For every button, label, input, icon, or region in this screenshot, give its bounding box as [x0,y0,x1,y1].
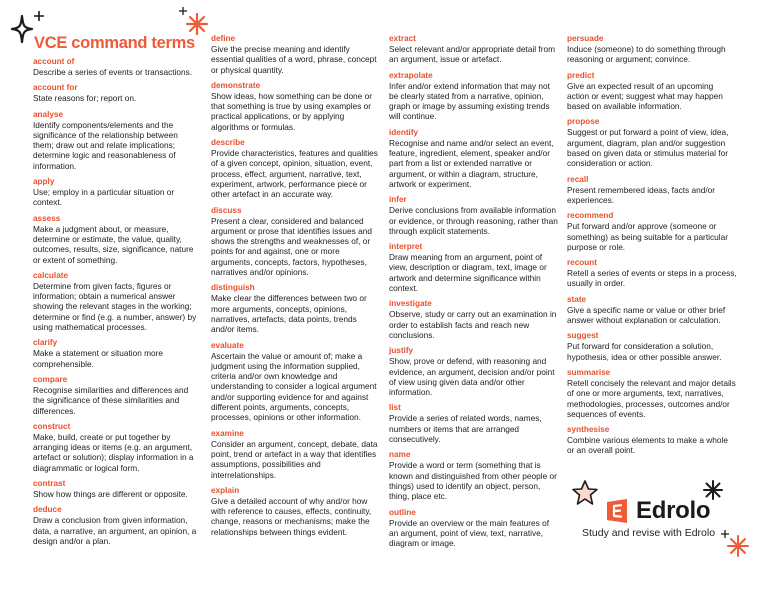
term-entry [389,128,559,189]
term-definition: Recognise and name and/or select an event, feature, ingredient, element, speaker and/or part from a list or extended narrative or argument, or within a diagram, structure, artwork or experiment. [389,137,554,189]
term-entry [33,177,199,208]
term-definition: Induce (someone) to do something through reasoning or argument; convince. [567,44,726,65]
term-definition: Derive conclusions from available information or evidence, or through reasoning, rather than through explicit statements. [389,205,558,236]
term-definition: Make a judgment about, or measure, determine or estimate, the value, quality, outcomes, results, size, significance, nature or extent of something. [33,223,194,265]
term-entry [211,81,381,132]
term-name: describe [211,138,245,148]
term-definition: Provide characteristics, features and qualities of a given concept, opinion, situation, event, process, effect, argument, narrative, text, experiment, artwork, performance piece or other artefact in an accurate way. [211,148,378,200]
term-definition: Make clear the differences between two or more arguments, concepts, opinions, narratives, artefacts, data points, trends and/or items. [211,293,367,335]
term-name: name [389,450,411,460]
term-name: calculate [33,270,69,280]
term-entry [33,110,199,171]
term-entry [389,299,559,340]
asterisk-icon [726,534,750,558]
term-entry [567,34,737,65]
term-definition: Retell concisely the relevant and major details of one or more arguments, text, narratives, methodologies, processes, outcomes and/or sequences of events. [567,377,736,419]
term-entry [567,71,737,112]
term-entry [33,505,199,546]
term-entry [567,258,737,289]
term-name: examine [211,428,244,438]
term-name: investigate [389,299,432,309]
term-definition: Present remembered ideas, facts and/or experiences. [567,184,716,205]
term-definition: Put forward and/or approve (someone or something) as being suitable for a particular purpose or role. [567,221,728,252]
term-name: suggest [567,331,599,341]
term-entry [389,195,559,236]
term-entry [389,242,559,293]
term-definition: Give an expected result of an upcoming action or event; suggest what may happen based on available information. [567,80,723,112]
term-definition: Recognise similarities and differences and the significance of these similarities and differences. [33,384,189,416]
term-entry [567,368,737,419]
term-entry [33,375,199,416]
term-definition: Give the precise meaning and identify essential qualities of a word, phrase, concept or physical quantity. [211,44,377,75]
term-name: account of [33,57,75,66]
term-definition: Describe a series of events or transactions. [33,67,193,77]
term-definition: Provide a word or term (something that is known and distinguished from other people or things) used to identify an object, person, thing, place etc. [389,460,557,502]
term-entry [33,338,199,369]
term-name: recommend [567,211,614,221]
term-entry [567,295,737,326]
term-name: evaluate [211,340,244,350]
term-name: state [567,294,587,304]
term-definition: Select relevant and/or appropriate detail from an argument, issue or artefact. [389,44,556,65]
term-name: outline [389,507,416,517]
term-definition: Ascertain the value or amount of; make a judgment using the information supplied, criteria and/or own knowledge and understanding to consider a logical argument and/or supporting evidence for and against different points, arguments, concepts, processes, opinions or other information. [211,350,377,423]
brand-tagline: Study and revise with Edrolo [582,527,716,539]
term-entry [389,346,559,397]
term-name: infer [389,195,407,205]
term-name: contrast [33,479,66,489]
term-name: demonstrate [211,80,261,90]
term-definition: Put forward for consideration a solution, hypothesis, idea or other possible answer. [567,341,722,362]
term-name: justify [389,346,414,356]
term-entry [567,425,737,456]
term-name: identify [389,127,419,137]
term-definition: Infer and/or extend information that may not be clearly stated from a narrative, opinion, graph or image by assuming existing trends will continue. [389,80,550,122]
term-name: compare [33,374,68,384]
term-name: construct [33,421,71,431]
term-entry [389,508,559,549]
term-definition: Consider an argument, concept, debate, data point, trend or artefact in a way that identifies assumptions, possibilities and interrelationships. [211,438,378,480]
term-definition: Make a statement or situation more comprehensible. [33,348,164,369]
term-name: explain [211,485,240,495]
term-definition: Identify components/elements and the significance of the relationship between them; draw out and relate implications; determine logic and reasonableness of information. [33,119,178,171]
term-definition: Use; employ in a particular situation or context. [33,187,175,208]
term-name: clarify [33,338,58,348]
term-entry [389,403,559,444]
terms-column-2 [211,34,381,543]
term-definition: Present a clear, considered and balanced argument or prose that identifies issues and shows the strengths and weaknesses of, or points for and against, one or more arguments, concepts, factors, hypotheses, narratives and/or opinions. [211,215,372,278]
term-entry [211,34,381,75]
term-entry [567,117,737,168]
term-name: interpret [389,242,423,252]
term-entry [211,486,381,537]
term-definition: Determine from given facts, figures or information; obtain a numerical answer showing the relevant stages in the working; determine or find (e.g. a number, answer) by using mathematical processes. [33,280,197,333]
term-definition: Retell a series of events or steps in a process, usually in order. [567,268,737,289]
term-name: list [389,403,401,413]
term-name: extract [389,34,416,43]
term-definition: Provide a series of related words, names, numbers or items that are arranged consecutively. [389,413,542,445]
term-entry [567,331,737,362]
term-entry [389,34,559,65]
term-entry [211,206,381,278]
term-name: summarise [567,367,611,377]
term-name: distinguish [211,283,255,293]
term-entry [33,83,199,103]
term-definition: Make, build, create or put together by arranging ideas or items (e.g. an argument, artefact or solution); display information in a diagrammatic or logical form. [33,431,194,473]
term-entry [33,271,199,332]
terms-column-3 [389,34,559,554]
term-name: persuade [567,34,604,43]
asterisk-icon [185,12,209,36]
term-name: apply [33,177,55,187]
term-entry [33,479,199,499]
brand-logo [606,497,710,525]
terms-column-1 [33,57,199,552]
term-name: recall [567,174,589,184]
term-name: predict [567,70,595,80]
term-name: recount [567,258,598,268]
term-definition: Give a detailed account of why and/or how with reference to causes, effects, continuity, change, reasons or mechanisms; make the relationships between things evident. [211,495,372,537]
term-definition: Draw meaning from an argument, point of view, description or diagram, text, image or artwork and determine significance within context. [389,252,547,294]
term-name: extrapolate [389,70,433,80]
term-entry [211,429,381,480]
term-entry [211,341,381,423]
edrolo-logo-icon [606,499,628,523]
term-name: deduce [33,505,62,515]
term-name: assess [33,213,61,223]
sparkle-outline-icon [10,14,34,44]
star-outline-icon [570,478,600,508]
term-definition: Show ideas, how something can be done or that something is true by using examples or practical applications, or by applying algorithms or formulas. [211,90,372,132]
term-name: define [211,34,236,43]
term-name: discuss [211,205,242,215]
term-definition: Observe, study or carry out an examination in order to establish facts and reach new conclusions. [389,309,557,340]
term-definition: Provide an overview or the main features of an argument, point of view, text, narrative, diagram or image. [389,517,550,549]
plus-sparkle-icon [33,10,45,22]
term-entry [567,211,737,252]
brand-name: Edrolo [636,497,711,524]
term-name: account for [33,83,78,93]
term-definition: Show, prove or defend, with reasoning and evidence, an argument, decision and/or point of view using given data and/or other information. [389,356,555,398]
term-entry [211,283,381,334]
term-entry [33,57,199,77]
term-entry [211,138,381,199]
term-definition: State reasons for; report on. [33,93,137,104]
term-definition: Combine various elements to make a whole or an overall point. [567,435,728,456]
term-entry [33,214,199,265]
term-name: propose [567,117,600,127]
term-name: synthesise [567,425,610,435]
term-entry [567,175,737,206]
terms-column-4 [567,34,737,462]
term-definition: Show how things are different or opposite. [33,489,188,500]
term-entry [389,450,559,501]
term-definition: Draw a conclusion from given information, data, a narrative, an argument, an opinion, a design and/or a plan. [33,515,197,546]
term-definition: Give a specific name or value or other brief answer without explanation or calculation. [567,304,726,326]
term-name: analyse [33,109,64,119]
page-title: VCE command terms [34,34,195,52]
term-definition: Suggest or put forward a point of view, idea, argument, diagram, plan and/or suggestion based on given data or stimulus material for consideration or action. [567,127,729,169]
term-entry [33,422,199,473]
term-entry [389,71,559,122]
